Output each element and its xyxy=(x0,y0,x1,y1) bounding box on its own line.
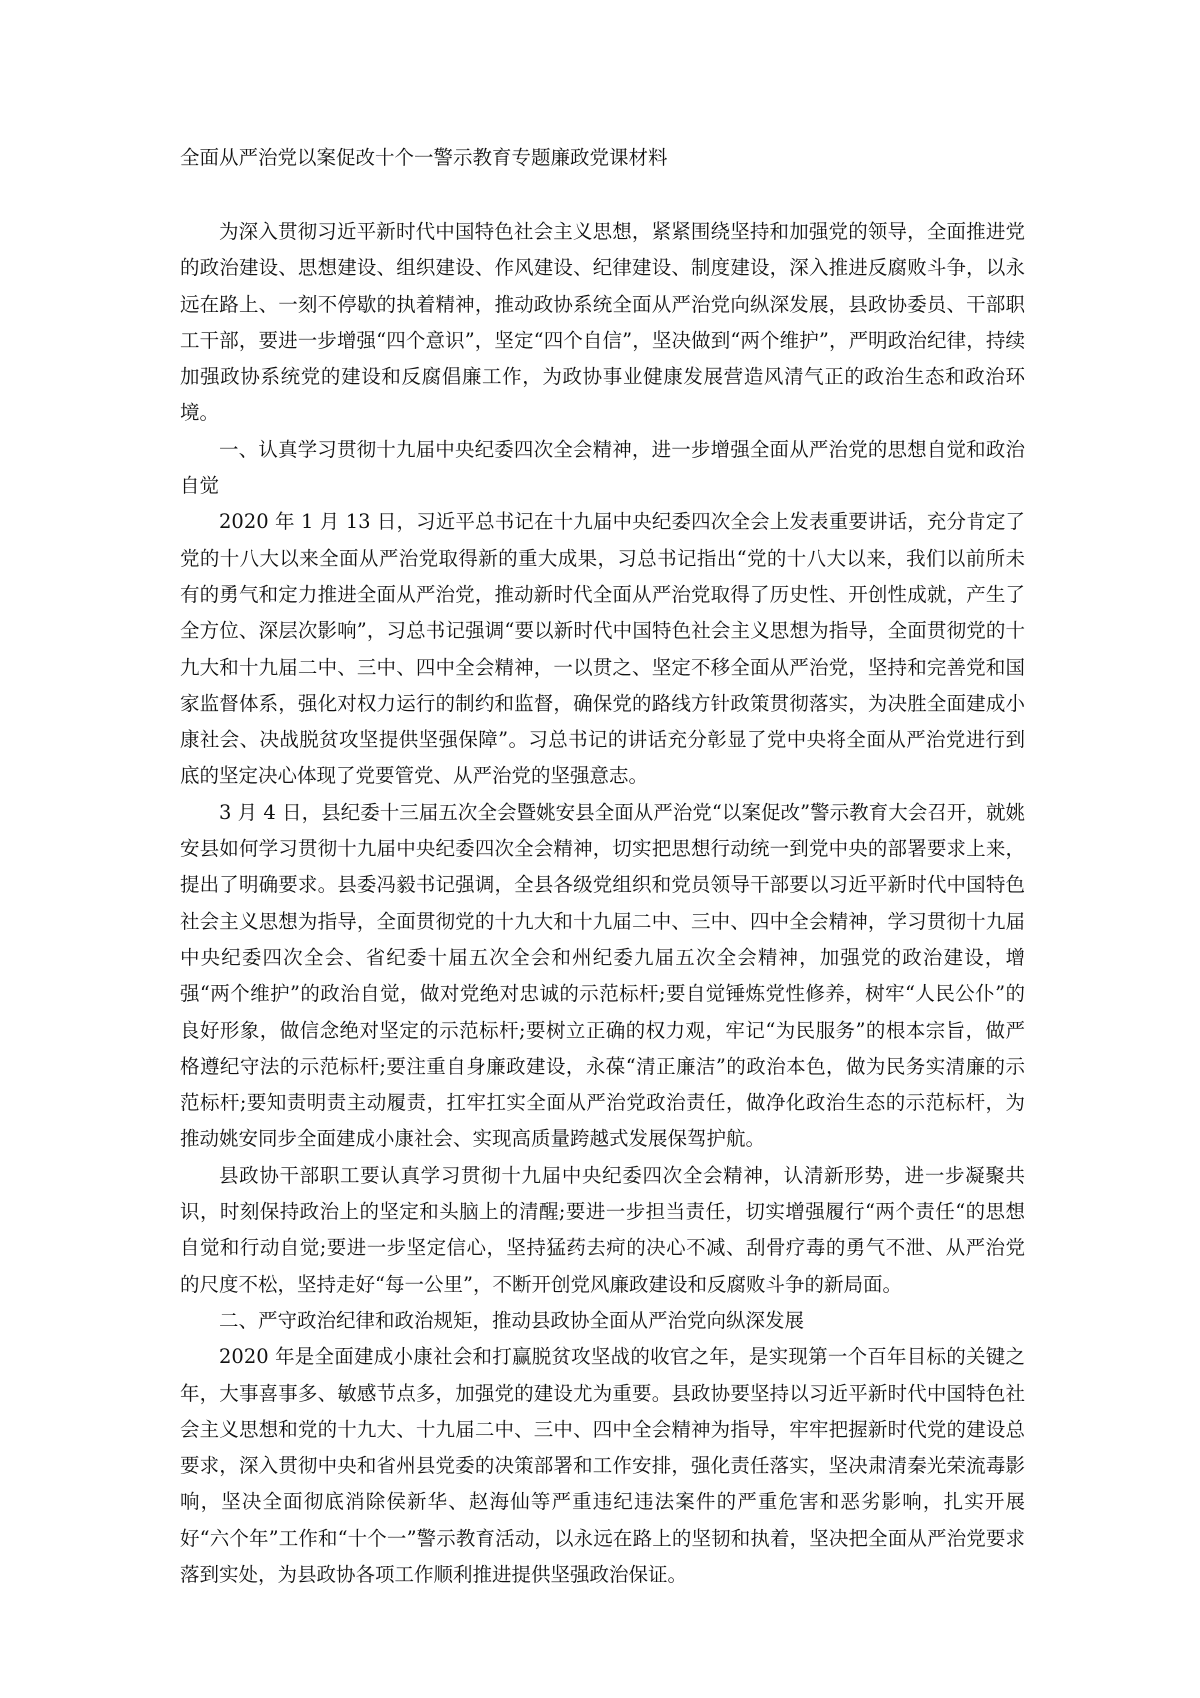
paragraph: 2020 年 1 月 13 日，习近平总书记在十九届中央纪委四次全会上发表重要讲话，充分肯定了党的十八大以来全面从严治党取得新的重大成果，习总书记指出“党的十八大以来，我们以前所未有的勇气和定力推进全面从严治党，推动新时代全面从严治党取得了历史性、开创性成就，产生了全方位、深层次影响”，习总书记强调“要以新时代中国特色社会主义思想为指导，全面贯彻党的十九大和十九届二中、三中、四中全会精神，一以贯之、坚定不移全面从严治党，坚持和完善党和国家监督体系，强化对权力运行的制约和监督，确保党的路线方针政策贯彻落实，为决胜全面建成小康社会、决战脱贫攻坚提供坚强保障”。习总书记的讲话充分彰显了党中央将全面从严治党进行到底的坚定决心体现了党要管党、从严治党的坚强意志。 xyxy=(180,510,1025,788)
document-page xyxy=(180,140,1025,1593)
paragraph: 2020 年是全面建成小康社会和打赢脱贫攻坚战的收官之年，是实现第一个百年目标的关键之年，大事喜事多、敏感节点多，加强党的建设尤为重要。县政协要坚持以习近平新时代中国特色社会主义思想和党的十九大、十九届二中、三中、四中全会精神为指导，牢牢把握新时代党的建设总要求，深入贯彻中央和省州县党委的决策部署和工作安排，强化责任落实，坚决肃清秦光荣流毒影响，坚决全面彻底消除侯新华、赵海仙等严重违纪违法案件的严重危害和恶劣影响，扎实开展好“六个年”工作和“十个一”警示教育活动，以永远在路上的坚韧和执着，坚决把全面从严治党要求落到实处，为县政协各项工作顺利推进提供坚强政治保证。 xyxy=(180,1345,1025,1586)
paragraph-intro: 为深入贯彻习近平新时代中国特色社会主义思想，紧紧围绕坚持和加强党的领导，全面推进党的政治建设、思想建设、组织建设、作风建设、纪律建设、制度建设，深入推进反腐败斗争，以永远在路上、一刻不停歇的执着精神，推动政协系统全面从严治党向纵深发展，县政协委员、干部职工干部，要进一步增强“四个意识”，坚定“四个自信”，坚决做到“两个维护”，严明政治纪律，持续加强政协系统党的建设和反腐倡廉工作，为政协事业健康发展营造风清气正的政治生态和政治环境。 xyxy=(180,220,1025,425)
section-heading-2: 二、严守政治纪律和政治规矩，推动县政协全面从严治党向纵深发展 xyxy=(219,1308,805,1332)
paragraph: 县政协干部职工要认真学习贯彻十九届中央纪委四次全会精神，认清新形势，进一步凝聚共识，时刻保持政治上的坚定和头脑上的清醒;要进一步担当责任，切实增强履行“两个责任“的思想自觉和行动自觉;要进一步坚定信心，坚持猛药去疴的决心不减、刮骨疗毒的勇气不泄、从严治党的尺度不松，坚持走好“每一公里”，不断开创党风廉政建设和反腐败斗争的新局面。 xyxy=(180,1163,1025,1296)
document-title: 全面从严治党以案促改十个一警示教育专题廉政党课材料 xyxy=(180,146,668,169)
paragraph: 3 月 4 日，县纪委十三届五次全会暨姚安县全面从严治党“以案促改”警示教育大会召开，就姚安县如何学习贯彻十九届中央纪委四次全会精神，切实把思想行动统一到党中央的部署要求上来，提出了明确要求。县委冯毅书记强调，全县各级党组织和党员领导干部要以习近平新时代中国特色社会主义思想为指导，全面贯彻党的十九大和十九届二中、三中、四中全会精神，学习贯彻十九届中央纪委四次全会、省纪委十届五次全会和州纪委九届五次全会精神，加强党的政治建设，增强“两个维护”的政治自觉，做对党绝对忠诚的示范标杆;要自觉锤炼党性修养，树牢“人民公仆”的良好形象，做信念绝对坚定的示范标杆;要树立正确的权力观，牢记“为民服务”的根本宗旨，做严格遵纪守法的示范标杆;要注重自身廉政建设，永葆“清正廉洁”的政治本色，做为民务实清廉的示范标杆;要知责明责主动履责，扛牢扛实全面从严治党政治责任，做净化政治生态的示范标杆，为推动姚安同步全面建成小康社会、实现高质量跨越式发展保驾护航。 xyxy=(180,800,1025,1151)
section-heading-1: 一、认真学习贯彻十九届中央纪委四次全会精神，进一步增强全面从严治党的思想自觉和政治自觉 xyxy=(180,437,1025,498)
